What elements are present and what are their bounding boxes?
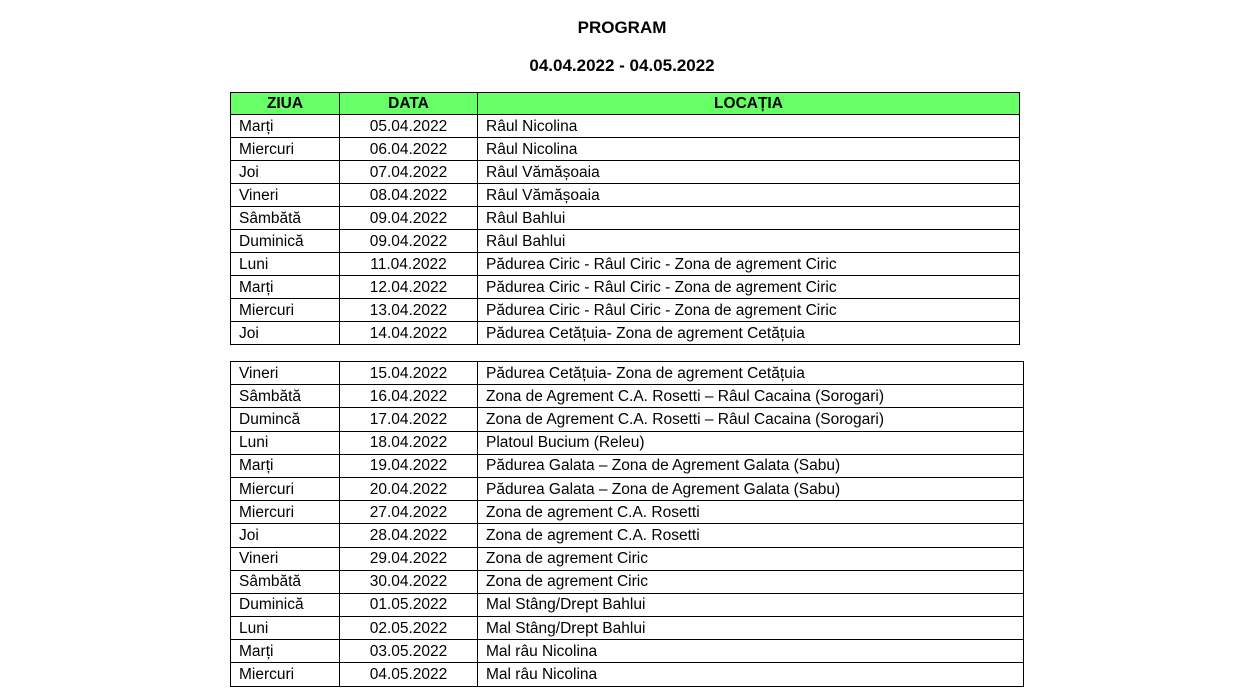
date-cell: 12.04.2022: [340, 276, 478, 299]
table-row: [231, 115, 1020, 138]
table-row: [231, 408, 1024, 431]
date-cell: 19.04.2022: [340, 454, 478, 477]
date-cell: 06.04.2022: [340, 138, 478, 161]
location-cell: Pădurea Cetățuia- Zona de agrement Cetățuia: [478, 362, 1024, 385]
location-cell: Mal râu Nicolina: [478, 640, 1024, 663]
day-cell: Joi: [231, 322, 340, 345]
table-row: [231, 477, 1024, 500]
table-row: [231, 138, 1020, 161]
date-cell: 29.04.2022: [340, 547, 478, 570]
day-cell: Luni: [231, 431, 340, 454]
date-cell: 20.04.2022: [340, 477, 478, 500]
day-cell: Miercuri: [231, 299, 340, 322]
day-cell: Joi: [231, 524, 340, 547]
day-cell: Marți: [231, 276, 340, 299]
location-cell: Râul Vămășoaia: [478, 161, 1020, 184]
header-day: ZIUA: [231, 93, 340, 115]
location-cell: Râul Bahlui: [478, 207, 1020, 230]
date-cell: 13.04.2022: [340, 299, 478, 322]
day-cell: Duminică: [231, 230, 340, 253]
table-row: [231, 501, 1024, 524]
table-row: [231, 322, 1020, 345]
header-location: LOCAȚIA: [478, 93, 1020, 115]
date-cell: 04.05.2022: [340, 663, 478, 686]
location-cell: Zona de Agrement C.A. Rosetti – Râul Cacaina (Sorogari): [478, 385, 1024, 408]
table-row: [231, 207, 1020, 230]
location-cell: Râul Nicolina: [478, 138, 1020, 161]
location-cell: Mal Stâng/Drept Bahlui: [478, 617, 1024, 640]
date-cell: 11.04.2022: [340, 253, 478, 276]
date-cell: 09.04.2022: [340, 230, 478, 253]
date-cell: 17.04.2022: [340, 408, 478, 431]
location-cell: Râul Vămășoaia: [478, 184, 1020, 207]
date-cell: 14.04.2022: [340, 322, 478, 345]
date-cell: 09.04.2022: [340, 207, 478, 230]
location-cell: Mal râu Nicolina: [478, 663, 1024, 686]
date-cell: 18.04.2022: [340, 431, 478, 454]
table-row: [231, 570, 1024, 593]
table-row: [231, 161, 1020, 184]
location-cell: Pădurea Ciric - Râul Ciric - Zona de agrement Ciric: [478, 299, 1020, 322]
table-header-row: [231, 93, 1020, 115]
header-date: DATA: [340, 93, 478, 115]
day-cell: Joi: [231, 161, 340, 184]
day-cell: Dumincă: [231, 408, 340, 431]
table-row: [231, 385, 1024, 408]
table-row: [231, 593, 1024, 616]
location-cell: Zona de Agrement C.A. Rosetti – Râul Cacaina (Sorogari): [478, 408, 1024, 431]
date-cell: 28.04.2022: [340, 524, 478, 547]
table-row: [231, 230, 1020, 253]
day-cell: Vineri: [231, 547, 340, 570]
location-cell: Zona de agrement C.A. Rosetti: [478, 501, 1024, 524]
page-title: PROGRAM: [577, 18, 667, 37]
location-cell: Râul Nicolina: [478, 115, 1020, 138]
location-cell: Pădurea Ciric - Râul Ciric - Zona de agrement Ciric: [478, 253, 1020, 276]
location-cell: Zona de agrement Ciric: [478, 547, 1024, 570]
day-cell: Duminică: [231, 593, 340, 616]
day-cell: Miercuri: [231, 663, 340, 686]
location-cell: Pădurea Cetățuia- Zona de agrement Cetățuia: [478, 322, 1020, 345]
location-cell: Pădurea Ciric - Râul Ciric - Zona de agrement Ciric: [478, 276, 1020, 299]
table-row: [231, 524, 1024, 547]
date-cell: 05.04.2022: [340, 115, 478, 138]
table-row: [231, 547, 1024, 570]
day-cell: Vineri: [231, 362, 340, 385]
schedule-table-first: [230, 92, 1020, 345]
date-cell: 07.04.2022: [340, 161, 478, 184]
day-cell: Sâmbătă: [231, 207, 340, 230]
day-cell: Luni: [231, 617, 340, 640]
location-cell: Zona de agrement C.A. Rosetti: [478, 524, 1024, 547]
day-cell: Vineri: [231, 184, 340, 207]
day-cell: Miercuri: [231, 138, 340, 161]
day-cell: Marți: [231, 454, 340, 477]
date-cell: 27.04.2022: [340, 501, 478, 524]
date-cell: 15.04.2022: [340, 362, 478, 385]
table-row: [231, 663, 1024, 686]
location-cell: Mal Stâng/Drept Bahlui: [478, 593, 1024, 616]
day-cell: Luni: [231, 253, 340, 276]
table-row: [231, 617, 1024, 640]
location-cell: Platoul Bucium (Releu): [478, 431, 1024, 454]
table-row: [231, 640, 1024, 663]
location-cell: Pădurea Galata – Zona de Agrement Galata (Sabu): [478, 454, 1024, 477]
location-cell: Râul Bahlui: [478, 230, 1020, 253]
table-row: [231, 362, 1024, 385]
date-cell: 02.05.2022: [340, 617, 478, 640]
date-cell: 03.05.2022: [340, 640, 478, 663]
schedule-body-first: [231, 115, 1020, 345]
date-cell: 08.04.2022: [340, 184, 478, 207]
day-cell: Miercuri: [231, 477, 340, 500]
day-cell: Marți: [231, 640, 340, 663]
schedule-table-second: [230, 361, 1024, 687]
date-cell: 16.04.2022: [340, 385, 478, 408]
date-cell: 30.04.2022: [340, 570, 478, 593]
day-cell: Sâmbătă: [231, 570, 340, 593]
location-cell: Pădurea Galata – Zona de Agrement Galata (Sabu): [478, 477, 1024, 500]
table-row: [231, 276, 1020, 299]
table-row: [231, 299, 1020, 322]
schedule-body-second: [231, 362, 1024, 687]
table-row: [231, 253, 1020, 276]
table-row: [231, 184, 1020, 207]
date-cell: 01.05.2022: [340, 593, 478, 616]
day-cell: Sâmbătă: [231, 385, 340, 408]
location-cell: Zona de agrement Ciric: [478, 570, 1024, 593]
table-row: [231, 454, 1024, 477]
table-row: [231, 431, 1024, 454]
period-subtitle: 04.04.2022 - 04.05.2022: [529, 56, 715, 75]
day-cell: Miercuri: [231, 501, 340, 524]
day-cell: Marți: [231, 115, 340, 138]
